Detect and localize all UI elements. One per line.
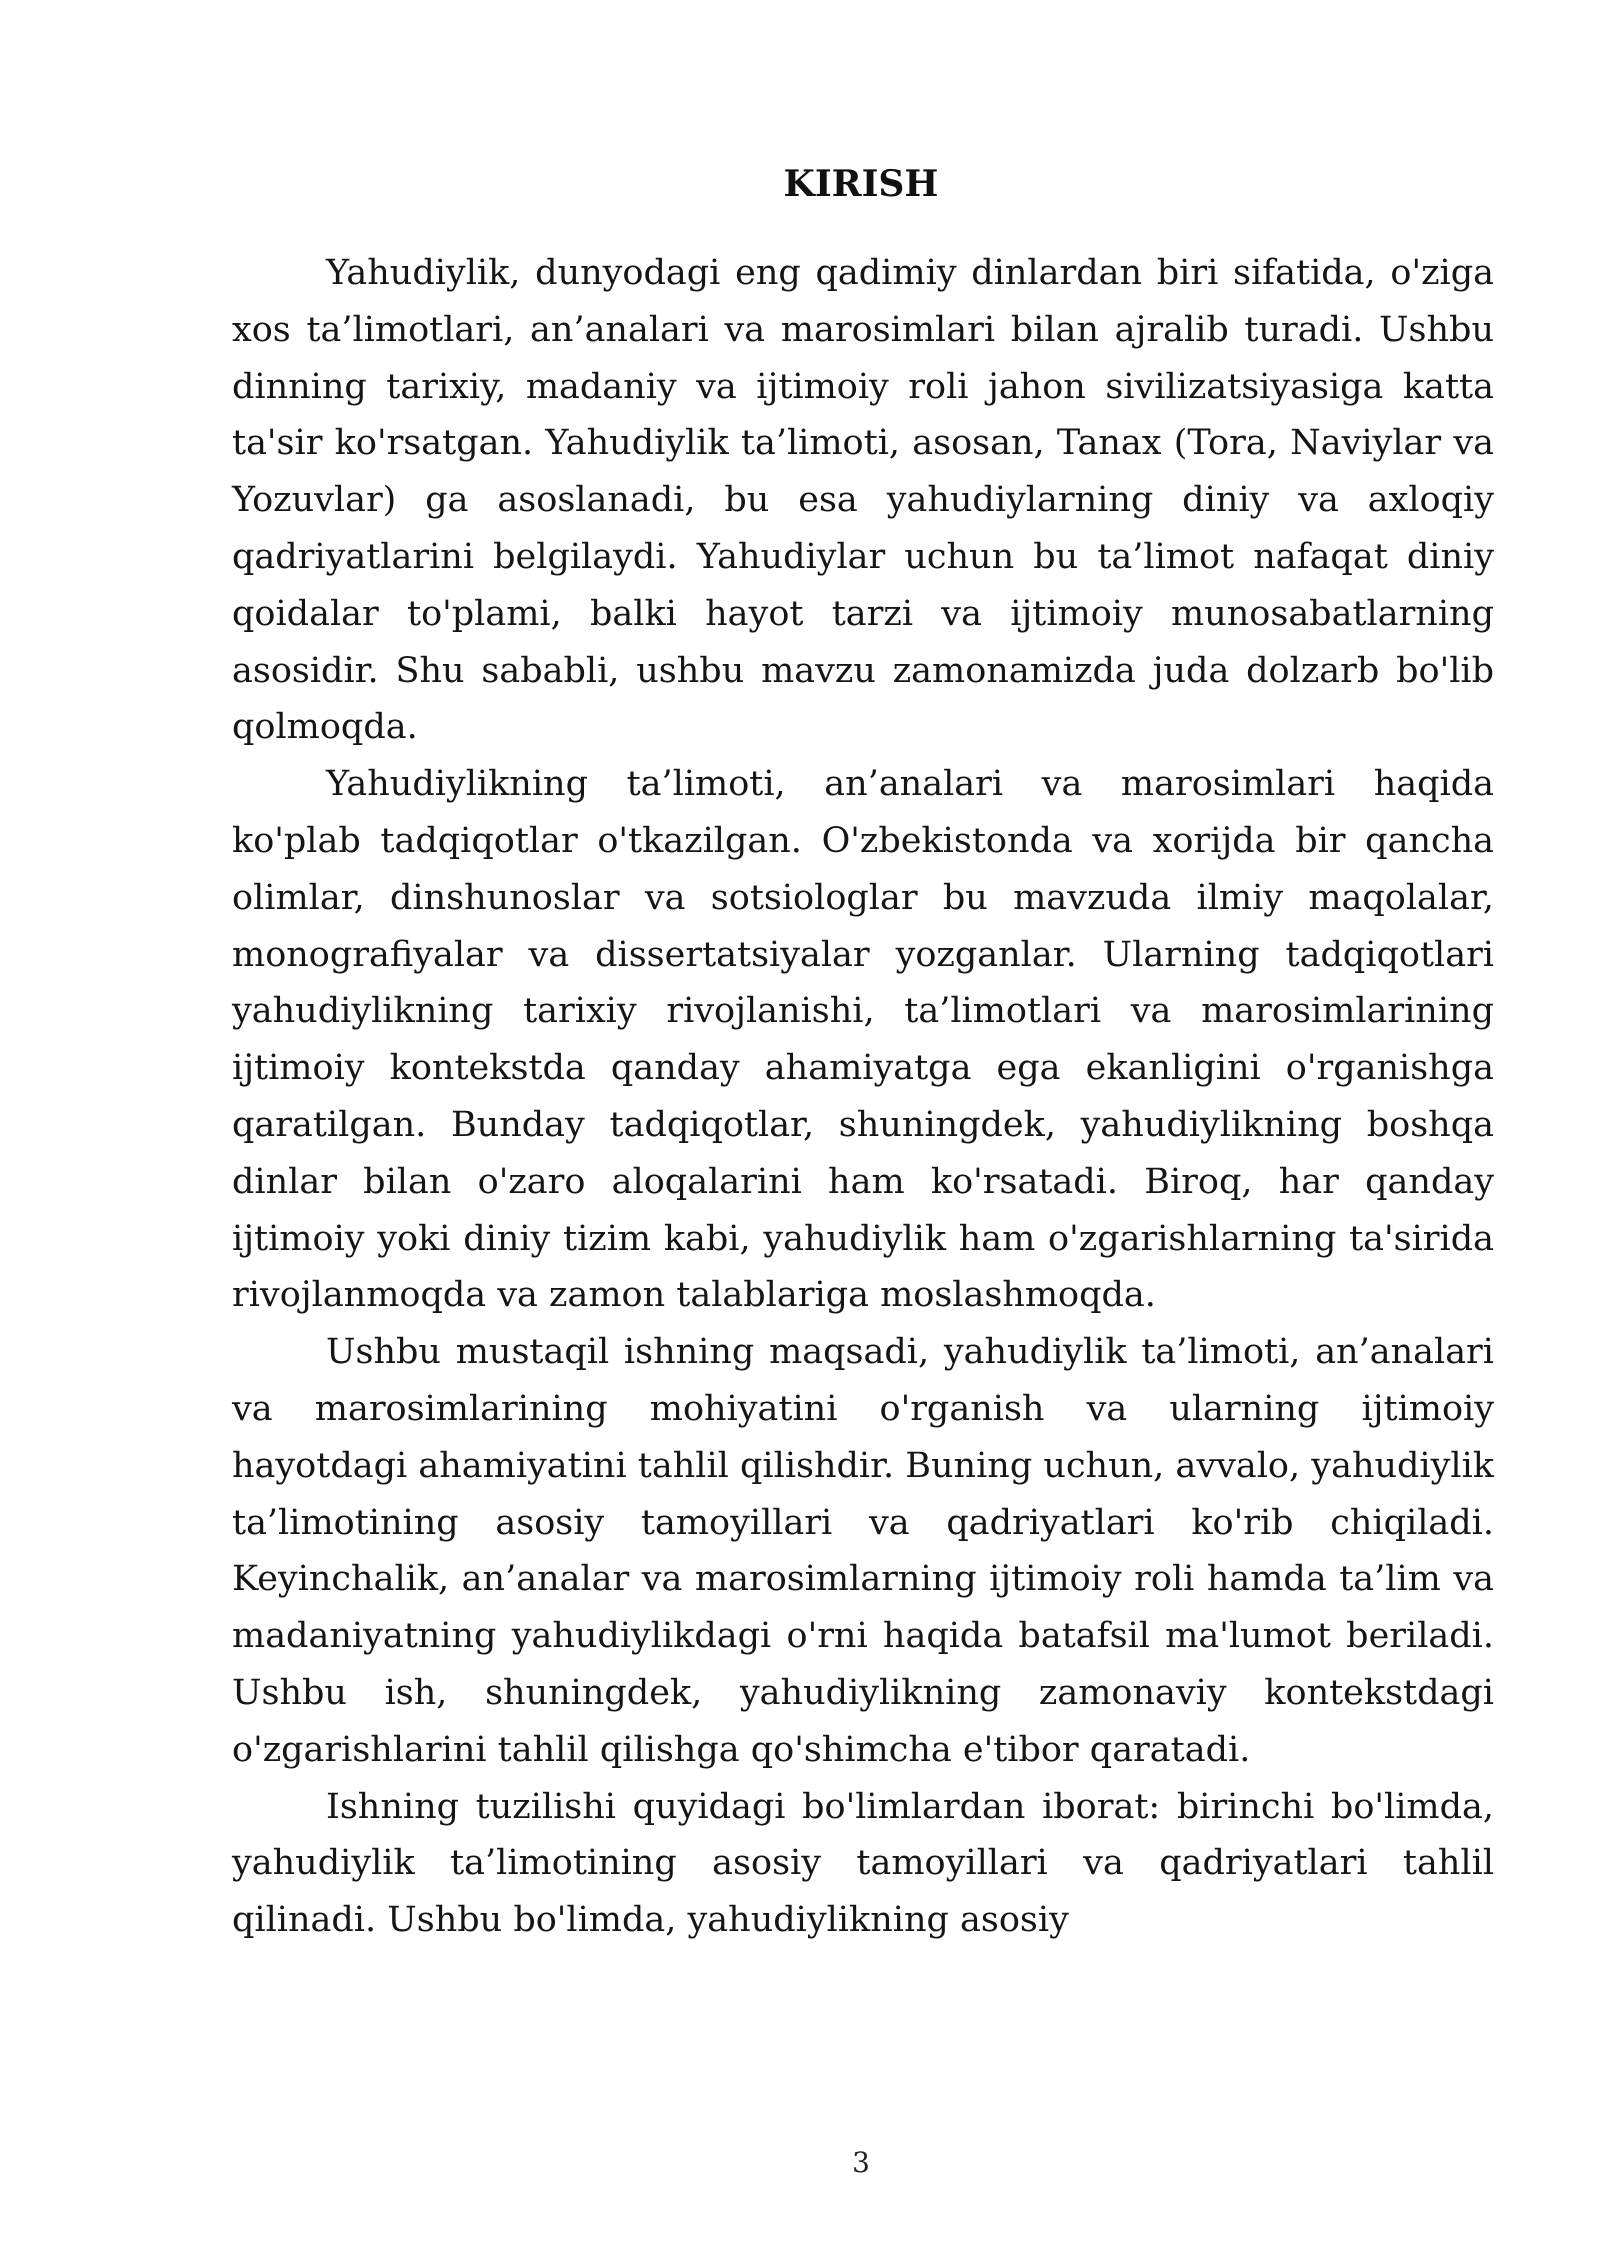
paragraph-2: Yahudiylikning ta’limoti, an’analari va marosimlari haqida ko'plab tadqiqotlar o'tkazilgan. O'zbekistonda va xorijda bir qancha olimlar, dinshunoslar va sotsiologlar bu mavzuda ilmiy maqolalar, monografiyalar va dissertatsiyalar yozganlar. Ularning tadqiqotlari yahudiylikning tarixiy rivojlanishi, ta’limotlari va marosimlarining ijtimoiy kontekstda qanday ahamiyatga ega ekanligini o'rganishga qaratilgan. Bunday tadqiqotlar, shuningdek, yahudiylikning boshqa dinlar bilan o'zaro aloqalarini ham ko'rsatadi. Biroq, har qanday ijtimoiy yoki diniy tizim kabi, yahudiylik ham o'zgarishlarning ta'sirida rivojlanmoqda va zamon talablariga moslashmoqda.	[232, 764, 1494, 1316]
paragraph-3: Ushbu mustaqil ishning maqsadi, yahudiylik ta’limoti, an’analari va marosimlarining mohiyatini o'rganish va ularning ijtimoiy hayotdagi ahamiyatini tahlil qilishdir. Buning uchun, avvalo, yahudiylik ta’limotining asosiy tamoyillari va qadriyatlari ko'rib chiqiladi. Keyinchalik, an’analar va marosimlarning ijtimoiy roli hamda ta’lim va madaniyatning yahudiylikdagi o'rni haqida batafsil ma'lumot beriladi. Ushbu ish, shuningdek, yahudiylikning zamonaviy kontekstdagi o'zgarishlarini tahlil qilishga qo'shimcha e'tibor qaratadi.	[232, 1332, 1494, 1770]
paragraph-4: Ishning tuzilishi quyidagi bo'limlardan iborat: birinchi bo'limda, yahudiylik ta’limotining asosiy tamoyillari va qadriyatlari tahlil qilinadi. Ushbu bo'limda, yahudiylikning asosiy	[232, 1786, 1494, 1941]
page-number: 3	[852, 2146, 870, 2179]
body-text	[232, 245, 1494, 1949]
paragraph-1: Yahudiylik, dunyodagi eng qadimiy dinlardan biri sifatida, o'ziga xos ta’limotlari, an’analari va marosimlari bilan ajralib turadi. Ushbu dinning tarixiy, madaniy va ijtimoiy roli jahon sivilizatsiyasiga katta ta'sir ko'rsatgan. Yahudiylik ta’limoti, asosan, Tanax (Tora, Naviylar va Yozuvlar) ga asoslanadi, bu esa yahudiylarning diniy va axloqiy qadriyatlarini belgilaydi. Yahudiylar uchun bu ta’limot nafaqat diniy qoidalar to'plami, balki hayot tarzi va ijtimoiy munosabatlarning asosidir. Shu sababli, ushbu mavzu zamonamizda juda dolzarb bo'lib qolmoqda.	[232, 253, 1494, 748]
page-title: KIRISH	[783, 163, 939, 205]
